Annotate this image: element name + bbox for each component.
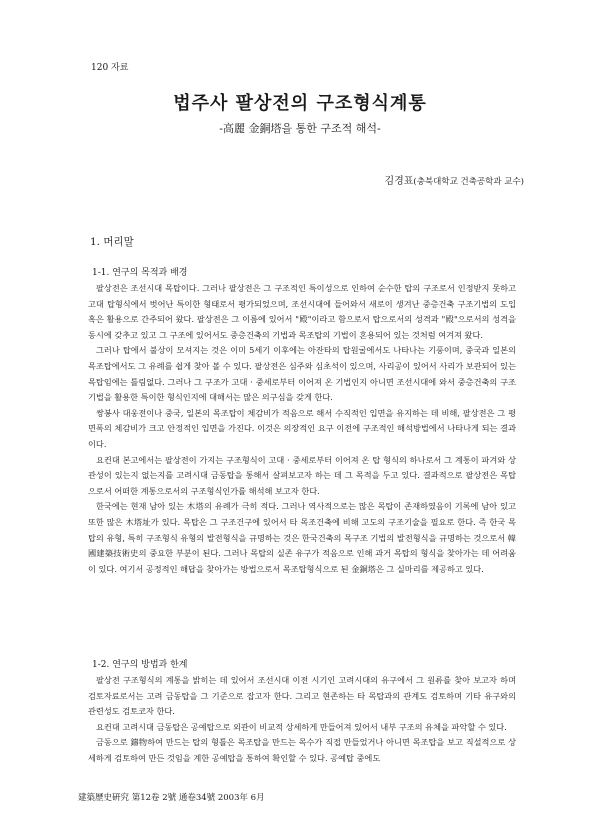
- subsection-heading-1-1: 1-1. 연구의 목적과 배경: [92, 268, 188, 278]
- paragraph: 한국에는 현재 남아 있는 木塔의 유례가 극히 적다. 그러나 역사적으로는 많은 목탑이 존재하였음이 기록에 남아 있고 또한 많은 木塔址가 있다. 목탑은 그 구조건구에 있어서 타 목조건축에 비해 고도의 구조기술을 필요로 한다. 즉 한국 목탑의 유형, 특히 구조형식 유형의 발전형식을 규명하는 것은 한국건축의 목구조 기법의 발전형식을 규명하는 것으로서 韓國建築技術史의 중요한 부분이 된다. 그러나 목탑의 실존 유구가 적음으로 인해 과거 목탑의 형식을 찾아가는 데 어려움이 있다. 여기서 공정적인 해답을 찾아가는 방법으로서 목조탑형식으로 된 金銅塔은 그 실마리를 제공하고 있다.: [88, 501, 516, 574]
- paragraph: 팔상전은 조선시대 목탑이다. 그러나 팔상전은 그 구조적인 특이성으로 인하여 순수한 탑의 구조로서 인정받지 못하고 고대 탑형식에서 벗어난 특이한 형태로서 평가되었으며, 조선시대에 들어와서 새로이 생겨난 중층건축 구조기법의 도입 혹은 활용으로 간주되어 왔다. 팔상전은 그 이름에 있어서 "殿"이라고 함으로서 탑으로서의 성격과 "殿"으로서의 성격을 동시에 갖추고 있고 그 구조에 있어서도 중층건축의 기법과 목조탑의 기법이 혼용되어 있는 것처럼 여겨져 왔다.: [88, 283, 516, 340]
- journal-footer: 建築歷史硏究 第12卷 2號 通卷34號 2003年 6月: [78, 793, 265, 803]
- section-heading: 1. 머리말: [90, 236, 134, 248]
- author-line: [384, 172, 524, 187]
- paragraph: 쌍봉사 대웅전이나 중국, 일본의 목조탑이 체감비가 적음으로 해서 수직적인 입면을 유지하는 데 비해, 팔상전은 그 평면폭의 체감비가 크고 안정적인 입면을 가진다. 이것은 의장적인 요구 이전에 구조적인 해석방법에서 나타나게 되는 결과이다.: [88, 407, 516, 449]
- body-text-1-2: [88, 673, 516, 767]
- author-affiliation: (충북대학교 건축공학과 교수): [413, 177, 524, 187]
- paper-title: 법주사 팔상전의 구조형식계통: [173, 93, 427, 114]
- page-number: 120 자료: [91, 63, 129, 73]
- subsection-heading-1-2: 1-2. 연구의 방법과 한계: [92, 660, 188, 670]
- paper-subtitle: -高麗 金銅塔을 통한 구조적 해석-: [219, 122, 381, 135]
- body-text-1-1: [88, 281, 516, 577]
- paragraph: 팔상전 구조형식의 계통을 밝히는 데 있어서 조선시대 이전 시기인 고려시대의 유구에서 그 원류를 찾아 보고자 하며 검토자료로서는 고려 금동탑을 그 기준으로 잡고자 한다. 그리고 현존하는 타 목탑과의 관계도 검토하며 기타 유구와의 관련성도 검토코자 한다.: [88, 675, 516, 717]
- paragraph: 그러나 탑에서 불상이 모셔지는 것은 이미 5세기 이후에는 아잔타의 탑원굴에서도 나타나는 기풍이며, 중국과 일본의 목조탑에서도 그 유례를 쉽게 찾아 볼 수 있다. 팔상전은 심주와 심초석이 있으며, 사리공이 있어서 사리가 보관되어 있는 목탑임에는 틀림없다. 그러나 그 구조가 고대 · 중세로부터 이어져 온 기법인지 아니면 조선시대에 와서 중층건축의 구조기법을 활용한 특이한 형식인지에 대해서는 많은 의구심을 갖게 한다.: [88, 345, 516, 403]
- author-name: 김경표: [384, 176, 414, 187]
- paragraph: 요컨대 고려시대 금동탑은 공예탑으로 외관이 비교적 상세하게 만들어져 있어서 내부 구조의 유체을 파악할 수 있다.: [96, 721, 507, 732]
- paragraph: 요컨대 본고에서는 팔상전이 가지는 구조형식이 고대 · 중세로부터 이어져 온 탑 형식의 하나로서 그 계통이 파겨와 상관성이 있는지 없는지를 고려시대 금동탑을 통해서 살펴보고자 하는 데 그 목적을 두고 있다. 결과적으로 팔상전은 목탑으로서 어떠한 계통으로서의 구조형식인가를 해석해 보고자 한다.: [88, 454, 516, 496]
- paragraph: 금동으로 鑄物하여 만드는 탑의 형틀은 목조탑을 만드는 목수가 직접 만들었거나 아니면 목조탑을 보고 직설적으로 상세하게 검토하여 만든 것임을 계한 공예탑을 통하여 확인할 수 있다. 공예탑 중에도: [88, 737, 516, 763]
